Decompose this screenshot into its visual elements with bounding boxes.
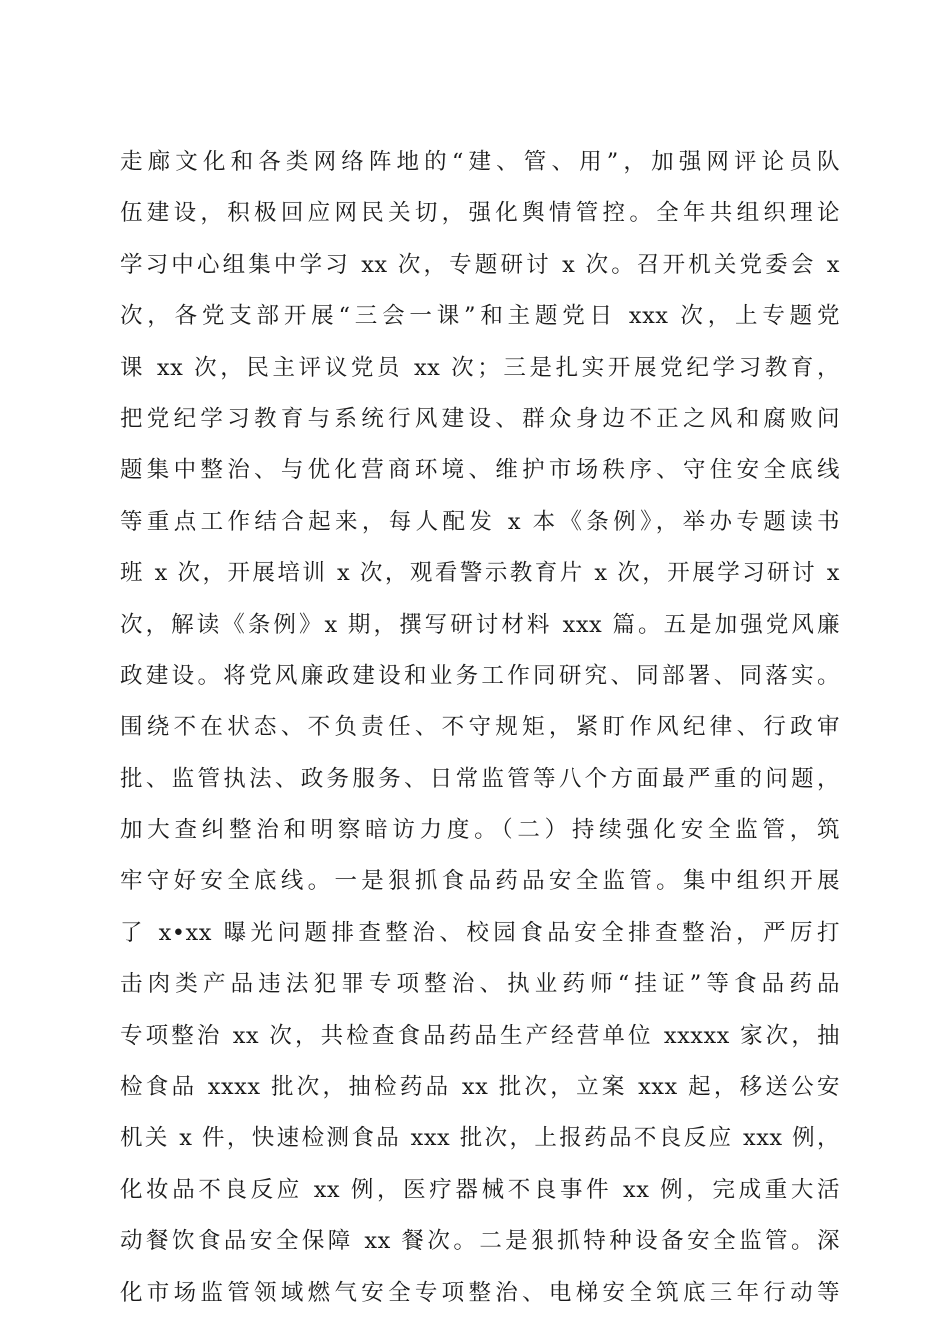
body-text — [120, 137, 840, 1319]
text-line-21: 化妆品不良反应 xx 例，医疗器械不良事件 xx 例，完成重大活 — [120, 1176, 840, 1203]
text-line-5: 课 xx 次，民主评议党员 xx 次；三是扎实开展党纪学习教育， — [120, 354, 840, 381]
text-line-19: 检食品 xxxx 批次，抽检药品 xx 批次，立案 xxx 起，移送公安 — [120, 1074, 840, 1101]
text-line-1: 走廊文化和各类网络阵地的“建、管、用”，加强网评论员队 — [120, 149, 840, 175]
text-line-16: 了 x•xx 曝光问题排查整治、校园食品安全排查整治，严厉打 — [120, 919, 840, 946]
text-line-18: 专项整治 xx 次，共检查食品药品生产经营单位 xxxxx 家次，抽 — [120, 1022, 840, 1049]
text-line-3: 学习中心组集中学习 xx 次，专题研讨 x 次。召开机关党委会 x — [120, 251, 840, 278]
text-line-17: 击肉类产品违法犯罪专项整治、执业药师“挂证”等食品药品 — [120, 971, 840, 998]
text-line-13: 批、监管执法、政务服务、日常监管等八个方面最严重的问题， — [120, 765, 840, 792]
text-line-10: 次，解读《条例》x 期，撰写研讨材料 xxx 篇。五是加强党风廉 — [120, 611, 840, 638]
text-line-12: 围绕不在状态、不负责任、不守规矩，紧盯作风纪律、行政审 — [120, 714, 840, 741]
text-line-7: 题集中整治、与优化营商环境、维护市场秩序、守住安全底线 — [120, 457, 840, 484]
text-line-4: 次，各党支部开展“三会一课”和主题党日 xxx 次，上专题党 — [120, 303, 840, 330]
text-line-9: 班 x 次，开展培训 x 次，观看警示教育片 x 次，开展学习研讨 x — [120, 560, 840, 587]
text-line-11: 政建设。将党风廉政建设和业务工作同研究、同部署、同落实。 — [120, 662, 840, 689]
text-line-15: 牢守好安全底线。一是狠抓食品药品安全监管。集中组织开展 — [120, 868, 840, 895]
text-line-8: 等重点工作结合起来，每人配发 x 本《条例》，举办专题读书 — [120, 508, 840, 535]
text-line-23: 化市场监管领域燃气安全专项整治、电梯安全筑底三年行动等 — [120, 1279, 840, 1306]
text-line-2: 伍建设，积极回应网民关切，强化舆情管控。全年共组织理论 — [120, 200, 840, 227]
text-line-20: 机关 x 件，快速检测食品 xxx 批次，上报药品不良反应 xxx 例， — [120, 1125, 840, 1152]
text-line-6: 把党纪学习教育与系统行风建设、群众身边不正之风和腐败问 — [120, 405, 840, 432]
text-line-14: 加大查纠整治和明察暗访力度。（二）持续强化安全监管，筑 — [120, 817, 840, 844]
text-line-22: 动餐饮食品安全保障 xx 餐次。二是狠抓特种设备安全监管。深 — [120, 1228, 840, 1255]
